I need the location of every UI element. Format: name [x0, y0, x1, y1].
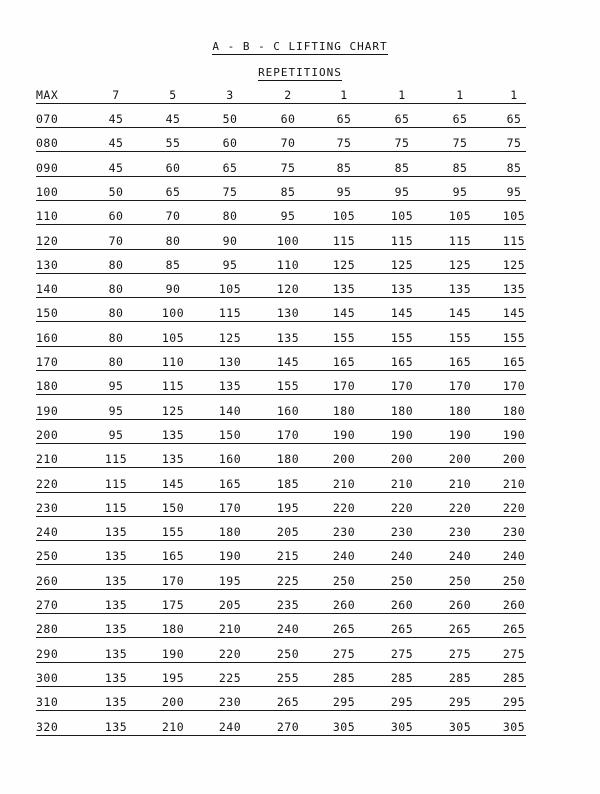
weight-cell: 130 — [276, 306, 300, 321]
weight-cell: 65 — [452, 112, 468, 126]
max-cell: 140 — [36, 282, 59, 297]
weight-cell: 150 — [218, 427, 242, 442]
weight-cell: 125 — [218, 330, 242, 345]
weight-cell: 305 — [448, 719, 472, 734]
max-cell: 160 — [36, 330, 59, 345]
weight-cell: 215 — [276, 549, 300, 564]
weight-cell: 185 — [276, 476, 300, 491]
weight-cell: 115 — [161, 379, 185, 394]
weight-cell: 260 — [502, 598, 526, 612]
weight-cell: 135 — [104, 695, 128, 710]
weight-cell: 80 — [108, 355, 124, 369]
weight-cell: 220 — [390, 500, 414, 515]
weight-cell: 180 — [448, 403, 472, 418]
weight-cell: 190 — [448, 427, 472, 442]
weight-cell: 5 — [169, 88, 177, 102]
weight-cell: 7 — [112, 88, 120, 102]
weight-cell: 75 — [222, 184, 238, 199]
weight-cell: 135 — [502, 282, 526, 297]
weight-cell: 260 — [448, 598, 472, 612]
weight-cell: 80 — [108, 282, 124, 297]
weight-cell: 230 — [218, 695, 242, 710]
weight-cell: 95 — [222, 257, 238, 272]
weight-cell: 115 — [218, 306, 242, 321]
weight-cell: 295 — [390, 695, 414, 710]
weight-cell: 240 — [448, 549, 472, 564]
weight-cell: 135 — [104, 573, 128, 588]
weight-cell: 115 — [390, 233, 414, 248]
weight-cell: 100 — [276, 233, 300, 248]
weight-cell: 150 — [161, 500, 185, 515]
weight-cell: 115 — [104, 500, 128, 515]
max-cell: 320 — [36, 719, 59, 734]
weight-cell: 155 — [276, 379, 300, 394]
weight-cell: 45 — [108, 136, 124, 151]
weight-cell: 60 — [222, 136, 238, 151]
weight-cell: 95 — [452, 184, 468, 199]
weight-cell: 85 — [394, 160, 410, 175]
max-cell: 230 — [36, 500, 59, 515]
table-row — [36, 109, 526, 128]
table-row — [36, 133, 526, 152]
weight-cell: 265 — [390, 622, 414, 637]
weight-cell: 265 — [276, 695, 300, 710]
table-row — [36, 255, 526, 274]
weight-cell: 265 — [448, 622, 472, 637]
weight-cell: 70 — [108, 233, 124, 248]
weight-cell: 145 — [332, 306, 356, 321]
weight-cell: 120 — [276, 282, 300, 297]
weight-cell: 125 — [390, 257, 414, 272]
max-cell: 310 — [36, 695, 59, 710]
weight-cell: 265 — [332, 622, 356, 637]
weight-cell: 65 — [222, 160, 238, 175]
weight-cell: 135 — [104, 598, 128, 612]
weight-cell: 285 — [502, 670, 526, 685]
weight-cell: 180 — [218, 525, 242, 540]
weight-cell: 155 — [448, 330, 472, 345]
weight-cell: 305 — [502, 719, 526, 734]
weight-cell: 275 — [332, 646, 356, 661]
weight-cell: 80 — [108, 330, 124, 345]
weight-cell: 195 — [276, 500, 300, 515]
weight-cell: 85 — [165, 257, 181, 272]
weight-cell: 75 — [506, 136, 522, 151]
max-cell: 070 — [36, 112, 59, 126]
weight-cell: 155 — [332, 330, 356, 345]
weight-cell: 275 — [502, 646, 526, 661]
weight-cell: 265 — [502, 622, 526, 637]
weight-cell: 165 — [332, 355, 356, 369]
max-cell: 150 — [36, 306, 59, 321]
max-cell: 270 — [36, 598, 59, 612]
weight-cell: 75 — [394, 136, 410, 151]
max-cell: 120 — [36, 233, 59, 248]
weight-cell: 180 — [332, 403, 356, 418]
weight-cell: 135 — [104, 549, 128, 564]
weight-cell: 270 — [276, 719, 300, 734]
weight-cell: 65 — [165, 184, 181, 199]
weight-cell: 220 — [218, 646, 242, 661]
weight-cell: 135 — [332, 282, 356, 297]
table-row — [36, 644, 526, 663]
weight-cell: 135 — [104, 646, 128, 661]
weight-cell: 135 — [161, 452, 185, 467]
weight-cell: 230 — [448, 525, 472, 540]
weight-cell: 105 — [390, 209, 414, 224]
table-row — [36, 522, 526, 541]
weight-cell: 135 — [276, 330, 300, 345]
weight-cell: 45 — [108, 160, 124, 175]
weight-cell: 190 — [502, 427, 526, 442]
weight-cell: 80 — [222, 209, 238, 224]
weight-cell: 105 — [332, 209, 356, 224]
weight-cell: 110 — [161, 355, 185, 369]
weight-cell: 255 — [276, 670, 300, 685]
weight-cell: 115 — [502, 233, 526, 248]
table-row — [36, 668, 526, 687]
weight-cell: 190 — [218, 549, 242, 564]
weight-cell: 200 — [332, 452, 356, 467]
weight-cell: 210 — [332, 476, 356, 491]
table-row — [36, 449, 526, 468]
weight-cell: 95 — [108, 403, 124, 418]
weight-cell: 165 — [390, 355, 414, 369]
weight-cell: 195 — [218, 573, 242, 588]
weight-cell: 240 — [332, 549, 356, 564]
max-cell: 290 — [36, 646, 59, 661]
weight-cell: 285 — [448, 670, 472, 685]
weight-cell: 230 — [502, 525, 526, 540]
repetitions-heading-text: REPETITIONS — [258, 66, 342, 79]
weight-cell: 95 — [108, 427, 124, 442]
table-row — [36, 231, 526, 250]
weight-cell: 240 — [390, 549, 414, 564]
weight-cell: 130 — [218, 355, 242, 369]
weight-cell: 105 — [448, 209, 472, 224]
weight-cell: 295 — [332, 695, 356, 710]
table-row — [36, 158, 526, 177]
weight-cell: 210 — [161, 719, 185, 734]
weight-cell: 145 — [448, 306, 472, 321]
weight-cell: 80 — [165, 233, 181, 248]
weight-cell: 200 — [390, 452, 414, 467]
weight-cell: 305 — [390, 719, 414, 734]
weight-cell: 250 — [448, 573, 472, 588]
weight-cell: 180 — [390, 403, 414, 418]
weight-cell: 190 — [390, 427, 414, 442]
max-cell: 200 — [36, 427, 59, 442]
table-row — [36, 182, 526, 201]
weight-cell: 125 — [161, 403, 185, 418]
weight-cell: 3 — [226, 88, 234, 102]
weight-cell: 85 — [506, 160, 522, 175]
weight-cell: 170 — [448, 379, 472, 394]
weight-cell: 170 — [502, 379, 526, 394]
weight-cell: 135 — [161, 427, 185, 442]
weight-cell: 135 — [104, 719, 128, 734]
weight-cell: 65 — [336, 112, 352, 126]
weight-cell: 70 — [280, 136, 296, 151]
max-cell: 110 — [36, 209, 59, 224]
weight-cell: 180 — [502, 403, 526, 418]
weight-cell: 2 — [284, 88, 292, 102]
weight-cell: 135 — [218, 379, 242, 394]
weight-cell: 105 — [218, 282, 242, 297]
weight-cell: 170 — [276, 427, 300, 442]
weight-cell: 125 — [448, 257, 472, 272]
weight-cell: 285 — [332, 670, 356, 685]
weight-cell: 235 — [276, 598, 300, 612]
weight-cell: 95 — [108, 379, 124, 394]
chart-title-text: A - B - C LIFTING CHART — [212, 40, 388, 53]
weight-cell: 155 — [502, 330, 526, 345]
weight-cell: 240 — [502, 549, 526, 564]
weight-cell: 60 — [108, 209, 124, 224]
weight-cell: 220 — [332, 500, 356, 515]
weight-cell: 65 — [506, 112, 522, 126]
max-cell: 090 — [36, 160, 59, 175]
table-row — [36, 206, 526, 225]
max-cell: MAX — [36, 88, 59, 102]
table-row — [36, 692, 526, 711]
table-row — [36, 595, 526, 614]
weight-cell: 250 — [332, 573, 356, 588]
weight-cell: 240 — [218, 719, 242, 734]
max-cell: 080 — [36, 136, 59, 151]
max-cell: 260 — [36, 573, 59, 588]
weight-cell: 220 — [448, 500, 472, 515]
max-cell: 190 — [36, 403, 59, 418]
weight-cell: 110 — [276, 257, 300, 272]
weight-cell: 45 — [108, 112, 124, 126]
weight-cell: 135 — [104, 622, 128, 637]
max-cell: 220 — [36, 476, 59, 491]
table-row — [36, 717, 526, 736]
weight-cell: 275 — [390, 646, 414, 661]
weight-cell: 155 — [390, 330, 414, 345]
weight-cell: 145 — [502, 306, 526, 321]
weight-cell: 165 — [161, 549, 185, 564]
weight-cell: 210 — [502, 476, 526, 491]
weight-cell: 195 — [161, 670, 185, 685]
weight-cell: 145 — [161, 476, 185, 491]
weight-cell: 135 — [104, 670, 128, 685]
weight-cell: 295 — [448, 695, 472, 710]
table-header-row — [36, 85, 526, 104]
weight-cell: 165 — [218, 476, 242, 491]
table-row — [36, 352, 526, 371]
max-cell: 300 — [36, 670, 59, 685]
weight-cell: 200 — [502, 452, 526, 467]
weight-cell: 115 — [104, 452, 128, 467]
weight-cell: 165 — [448, 355, 472, 369]
weight-cell: 165 — [502, 355, 526, 369]
table-row — [36, 401, 526, 420]
weight-cell: 250 — [276, 646, 300, 661]
weight-cell: 145 — [276, 355, 300, 369]
weight-cell: 75 — [336, 136, 352, 151]
weight-cell: 75 — [280, 160, 296, 175]
weight-cell: 65 — [394, 112, 410, 126]
weight-cell: 190 — [332, 427, 356, 442]
weight-cell: 210 — [390, 476, 414, 491]
weight-cell: 170 — [390, 379, 414, 394]
weight-cell: 50 — [222, 112, 238, 126]
weight-cell: 85 — [452, 160, 468, 175]
weight-cell: 105 — [502, 209, 526, 224]
weight-cell: 285 — [390, 670, 414, 685]
weight-cell: 200 — [448, 452, 472, 467]
max-cell: 250 — [36, 549, 59, 564]
max-cell: 280 — [36, 622, 59, 637]
weight-cell: 90 — [222, 233, 238, 248]
weight-cell: 55 — [165, 136, 181, 151]
weight-cell: 260 — [390, 598, 414, 612]
weight-cell: 125 — [502, 257, 526, 272]
weight-cell: 170 — [332, 379, 356, 394]
weight-cell: 50 — [108, 184, 124, 199]
weight-cell: 1 — [456, 88, 464, 102]
weight-cell: 190 — [161, 646, 185, 661]
max-cell: 180 — [36, 379, 59, 394]
weight-cell: 275 — [448, 646, 472, 661]
weight-cell: 115 — [332, 233, 356, 248]
weight-cell: 140 — [218, 403, 242, 418]
weight-cell: 135 — [448, 282, 472, 297]
max-cell: 240 — [36, 525, 59, 540]
weight-cell: 80 — [108, 257, 124, 272]
table-row — [36, 619, 526, 638]
weight-cell: 1 — [340, 88, 348, 102]
weight-cell: 205 — [218, 598, 242, 612]
max-cell: 210 — [36, 452, 59, 467]
weight-cell: 170 — [218, 500, 242, 515]
weight-cell: 1 — [510, 88, 518, 102]
table-row — [36, 328, 526, 347]
weight-cell: 205 — [276, 525, 300, 540]
max-cell: 130 — [36, 257, 59, 272]
weight-cell: 135 — [104, 525, 128, 540]
weight-cell: 250 — [390, 573, 414, 588]
weight-cell: 70 — [165, 209, 181, 224]
weight-cell: 45 — [165, 112, 181, 126]
table-row — [36, 571, 526, 590]
weight-cell: 90 — [165, 282, 181, 297]
table-row — [36, 498, 526, 517]
weight-cell: 75 — [452, 136, 468, 151]
weight-cell: 225 — [276, 573, 300, 588]
weight-cell: 115 — [104, 476, 128, 491]
weight-cell: 100 — [161, 306, 185, 321]
weight-cell: 145 — [390, 306, 414, 321]
weight-cell: 220 — [502, 500, 526, 515]
table-row — [36, 546, 526, 565]
max-cell: 170 — [36, 355, 59, 369]
table-row — [36, 425, 526, 444]
weight-cell: 95 — [506, 184, 522, 199]
weight-cell: 1 — [398, 88, 406, 102]
table-row — [36, 303, 526, 322]
weight-cell: 105 — [161, 330, 185, 345]
weight-cell: 95 — [394, 184, 410, 199]
weight-cell: 210 — [218, 622, 242, 637]
weight-cell: 125 — [332, 257, 356, 272]
weight-cell: 180 — [161, 622, 185, 637]
weight-cell: 260 — [332, 598, 356, 612]
weight-cell: 95 — [280, 209, 296, 224]
table-row — [36, 279, 526, 298]
weight-cell: 170 — [161, 573, 185, 588]
weight-cell: 155 — [161, 525, 185, 540]
weight-cell: 225 — [218, 670, 242, 685]
weight-cell: 80 — [108, 306, 124, 321]
weight-cell: 230 — [390, 525, 414, 540]
weight-cell: 295 — [502, 695, 526, 710]
weight-cell: 240 — [276, 622, 300, 637]
weight-cell: 135 — [390, 282, 414, 297]
weight-cell: 200 — [161, 695, 185, 710]
table-row — [36, 376, 526, 395]
weight-cell: 175 — [161, 598, 185, 612]
weight-cell: 95 — [336, 184, 352, 199]
weight-cell: 60 — [280, 112, 296, 126]
weight-cell: 210 — [448, 476, 472, 491]
max-cell: 100 — [36, 184, 59, 199]
weight-cell: 85 — [336, 160, 352, 175]
weight-cell: 115 — [448, 233, 472, 248]
weight-cell: 250 — [502, 573, 526, 588]
weight-cell: 160 — [276, 403, 300, 418]
weight-cell: 85 — [280, 184, 296, 199]
weight-cell: 180 — [276, 452, 300, 467]
weight-cell: 60 — [165, 160, 181, 175]
weight-cell: 230 — [332, 525, 356, 540]
table-row — [36, 474, 526, 493]
weight-cell: 160 — [218, 452, 242, 467]
weight-cell: 305 — [332, 719, 356, 734]
